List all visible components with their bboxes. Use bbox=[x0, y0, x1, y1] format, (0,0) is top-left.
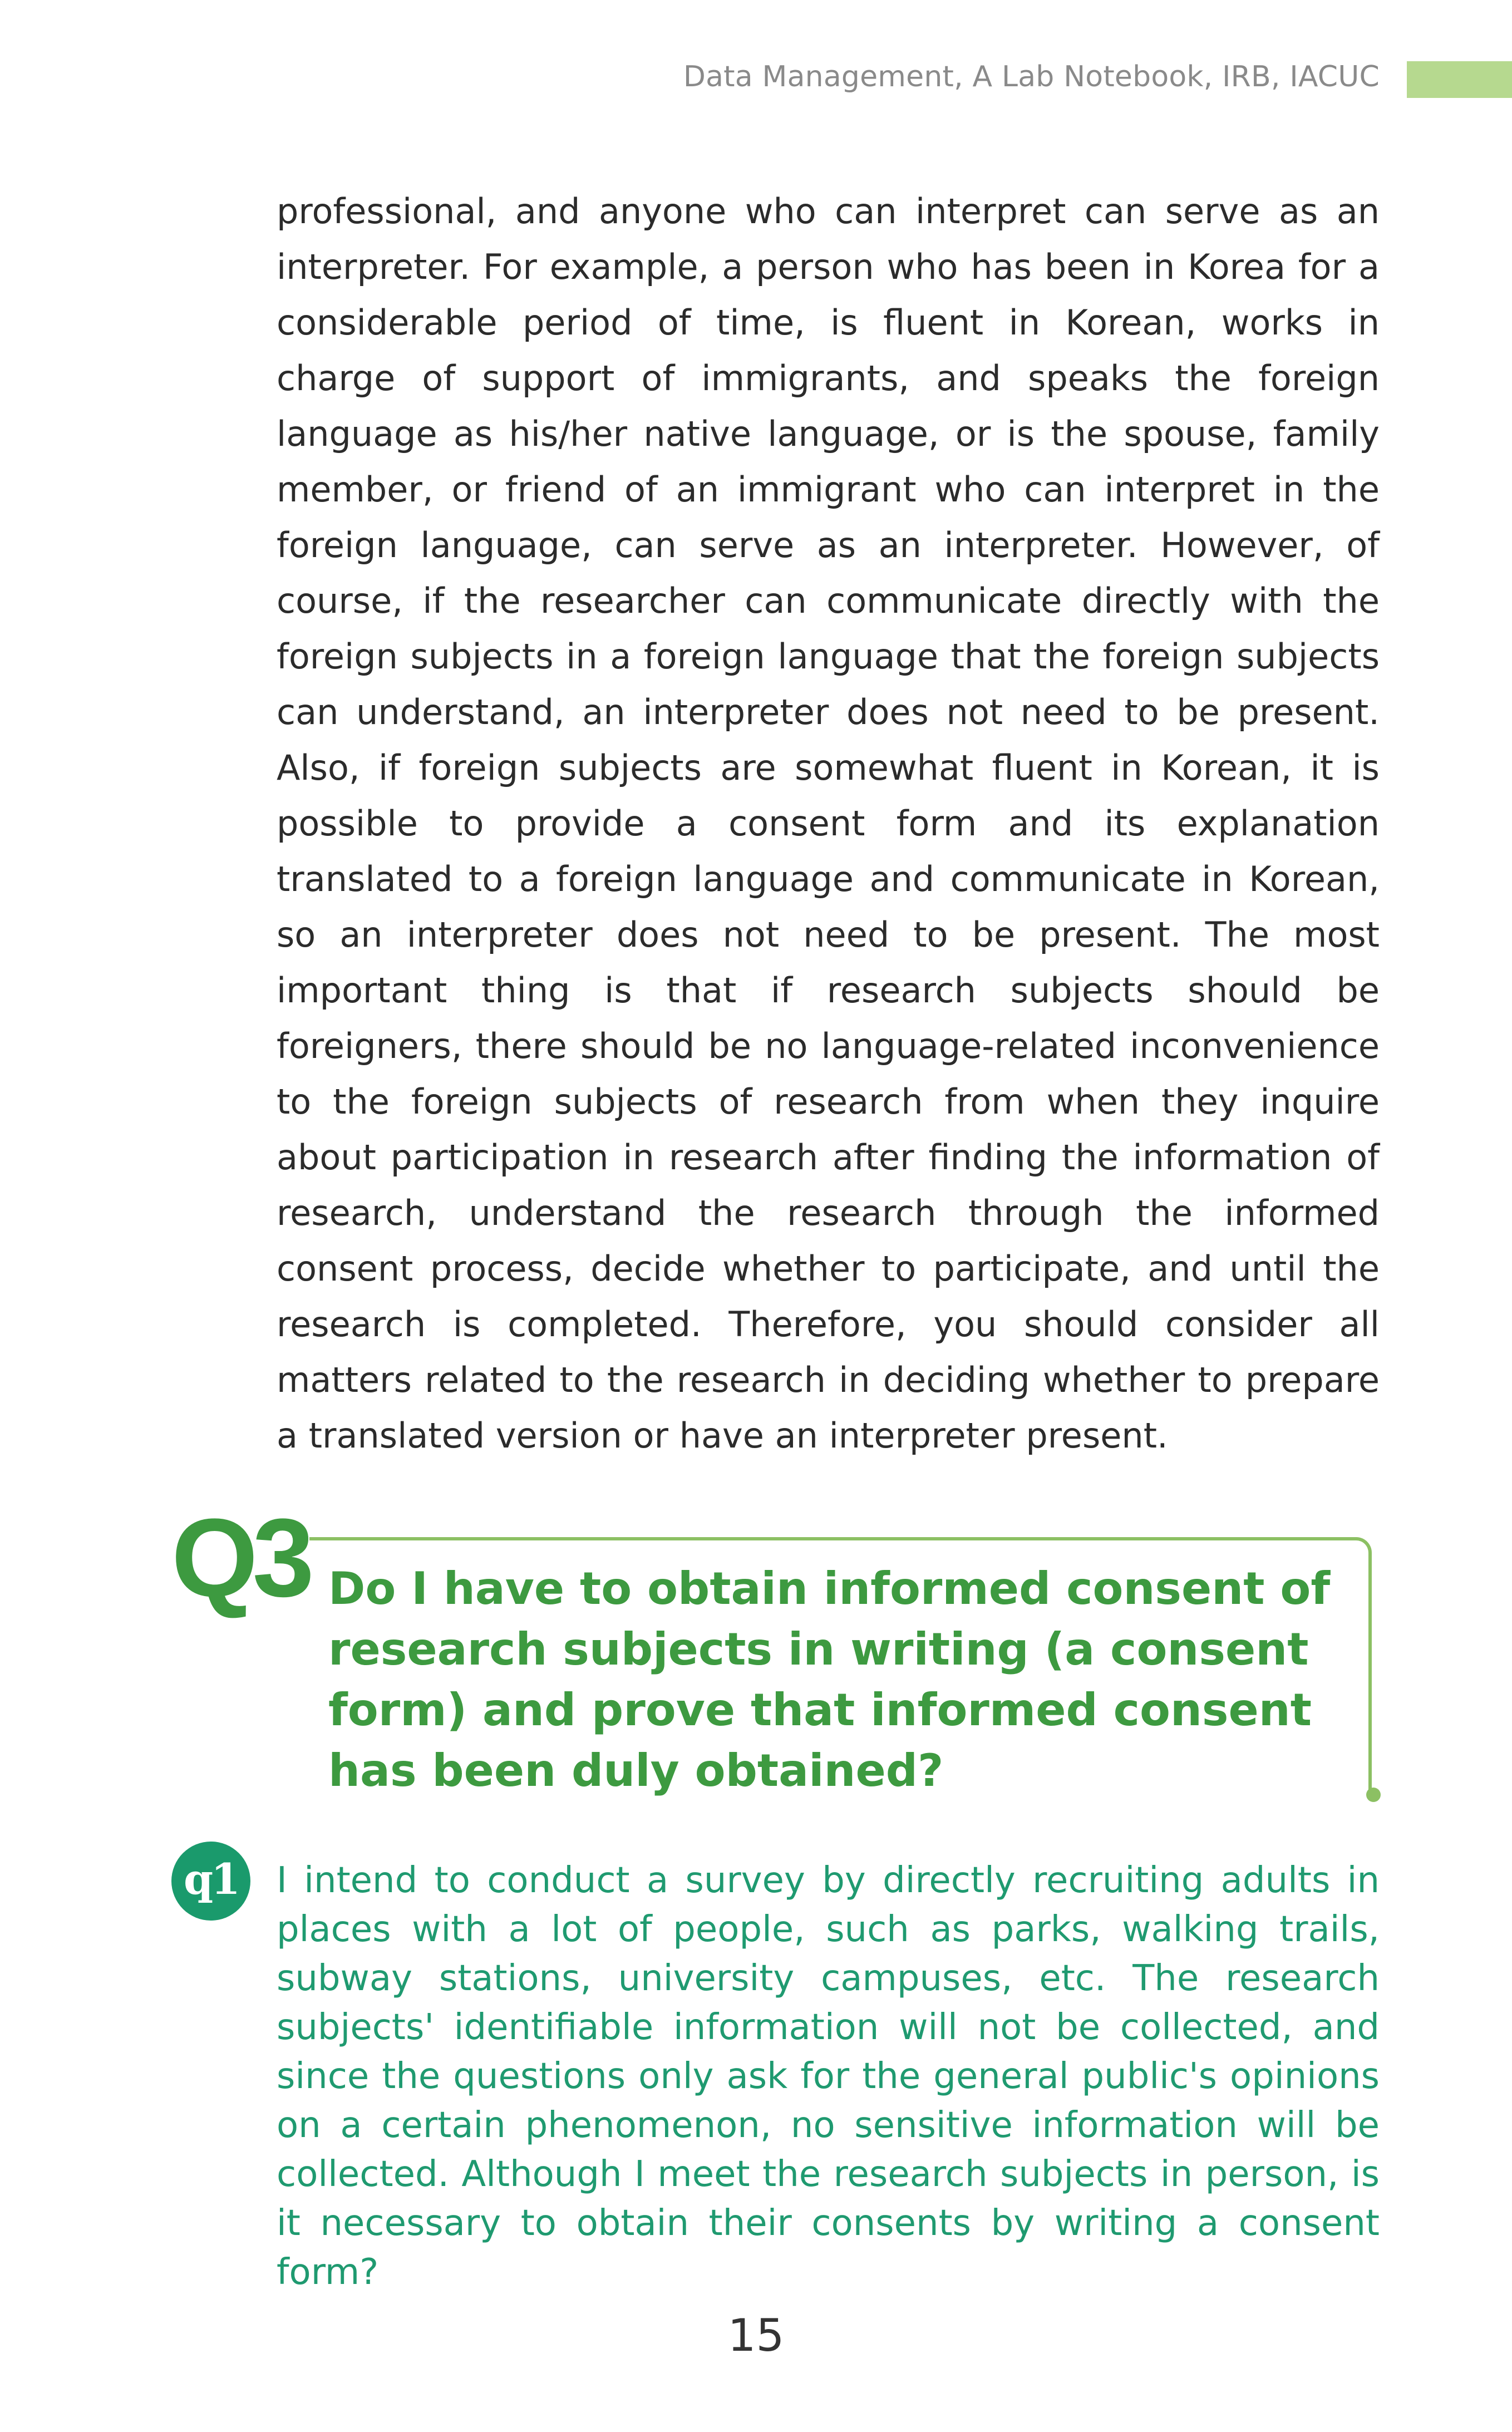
question-text: Do I have to obtain informed consent of research subjects in writing (a consent form) and prove that informed consent has been duly obtained? bbox=[328, 1563, 1331, 1796]
question-label: Q3 bbox=[171, 1496, 309, 1620]
sub-question-badge: q1 bbox=[171, 1842, 250, 1921]
sub-question-text: I intend to conduct a survey by directly recruiting adults in places with a lot of people, such as parks, walking trails, subway stations, university campuses, etc. The research subjects' identifiable information will not be collected, and since the questions only ask for the general public's opinions on a certain phenomenon, no sensitive information will be collected. Although I meet the research subjects in person, is it necessary to obtain their consents by writing a consent form? bbox=[277, 1860, 1380, 2293]
body-paragraph: professional, and anyone who can interpret can serve as an interpreter. For example, a person who has been in Korea for a considerable period of time, is fluent in Korean, works in charge of support of immigrants, and speaks the foreign language as his/her native language, or is the spouse, family member, or friend of an immigrant who can interpret in the foreign language, can serve as an interpreter. However, of course, if the researcher can communicate directly with the foreign subjects in a foreign language that the foreign subjects can understand, an interpreter does not need to be present. Also, if foreign subjects are somewhat fluent in Korean, it is possible to provide a consent form and its explanation translated to a foreign language and communicate in Korean, so an interpreter does not need to be present. The most important thing is that if research subjects should be foreigners, there should be no language-related inconvenience to the foreign subjects of research from when they inquire about participation in research after finding the information of research, understand the research through the informed consent process, decide whether to participate, and until the research is completed. Therefore, you should consider all matters related to the research in deciding whether to prepare a translated version or have an interpreter present. bbox=[277, 191, 1380, 1456]
page-number: 15 bbox=[727, 2310, 785, 2361]
header-tab bbox=[1407, 61, 1512, 98]
running-header: Data Management, A Lab Notebook, IRB, IACUC bbox=[683, 60, 1380, 93]
